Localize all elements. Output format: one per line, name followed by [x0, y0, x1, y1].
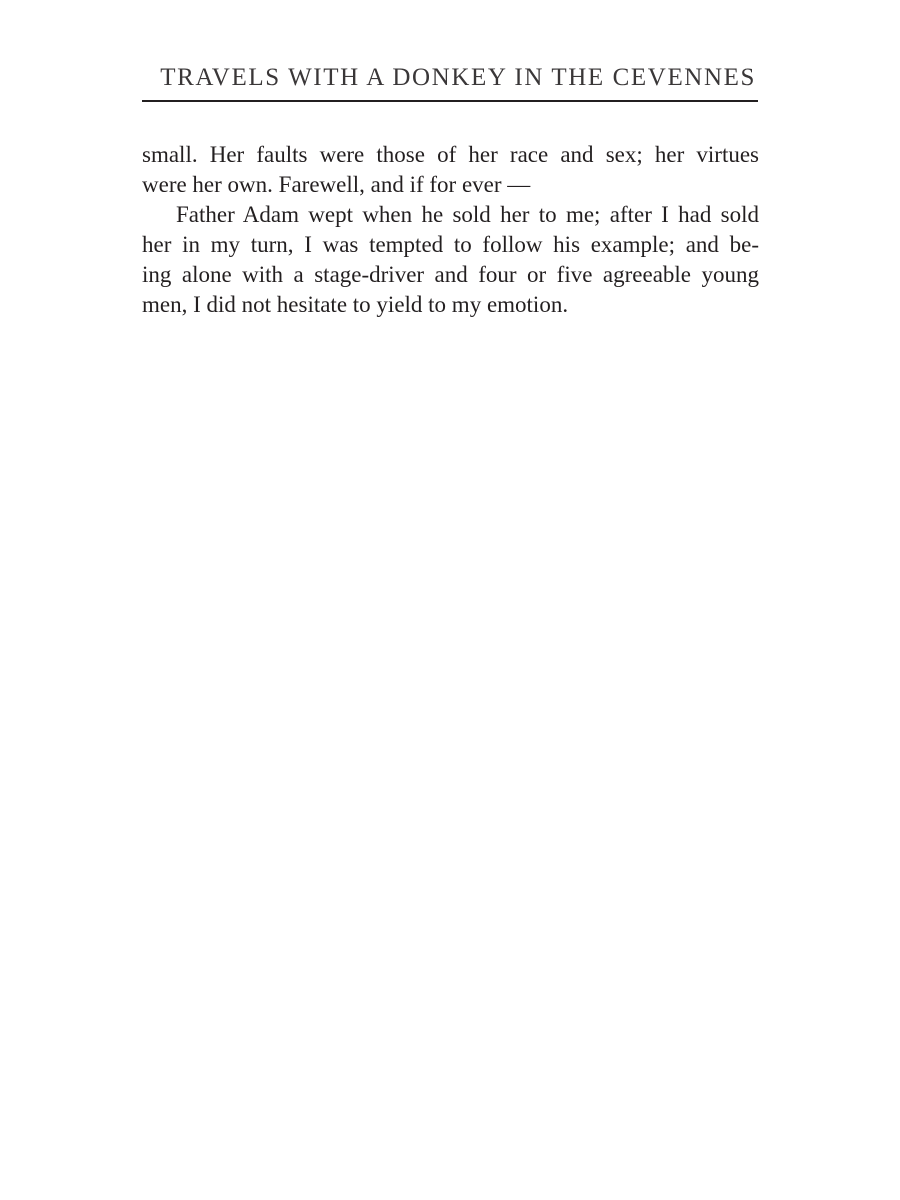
running-head-title: TRAVELS WITH A DONKEY IN THE CEVENNES [160, 64, 756, 91]
running-head [142, 60, 758, 102]
body-text [142, 140, 759, 320]
text-line: ing alone with a stage-driver and four or five agreeable young [142, 262, 759, 287]
text-line: were her own. Farewell, and if for ever — [142, 172, 531, 197]
paragraph-1 [142, 140, 759, 200]
text-line: men, I did not hesitate to yield to my emotion. [142, 292, 569, 317]
text-line: small. Her faults were those of her race and sex; her virtues [142, 142, 759, 167]
paragraph-2 [142, 200, 759, 320]
text-line: her in my turn, I was tempted to follow his example; and be- [142, 232, 759, 257]
text-line: Father Adam wept when he sold her to me; after I had sold [176, 202, 759, 227]
